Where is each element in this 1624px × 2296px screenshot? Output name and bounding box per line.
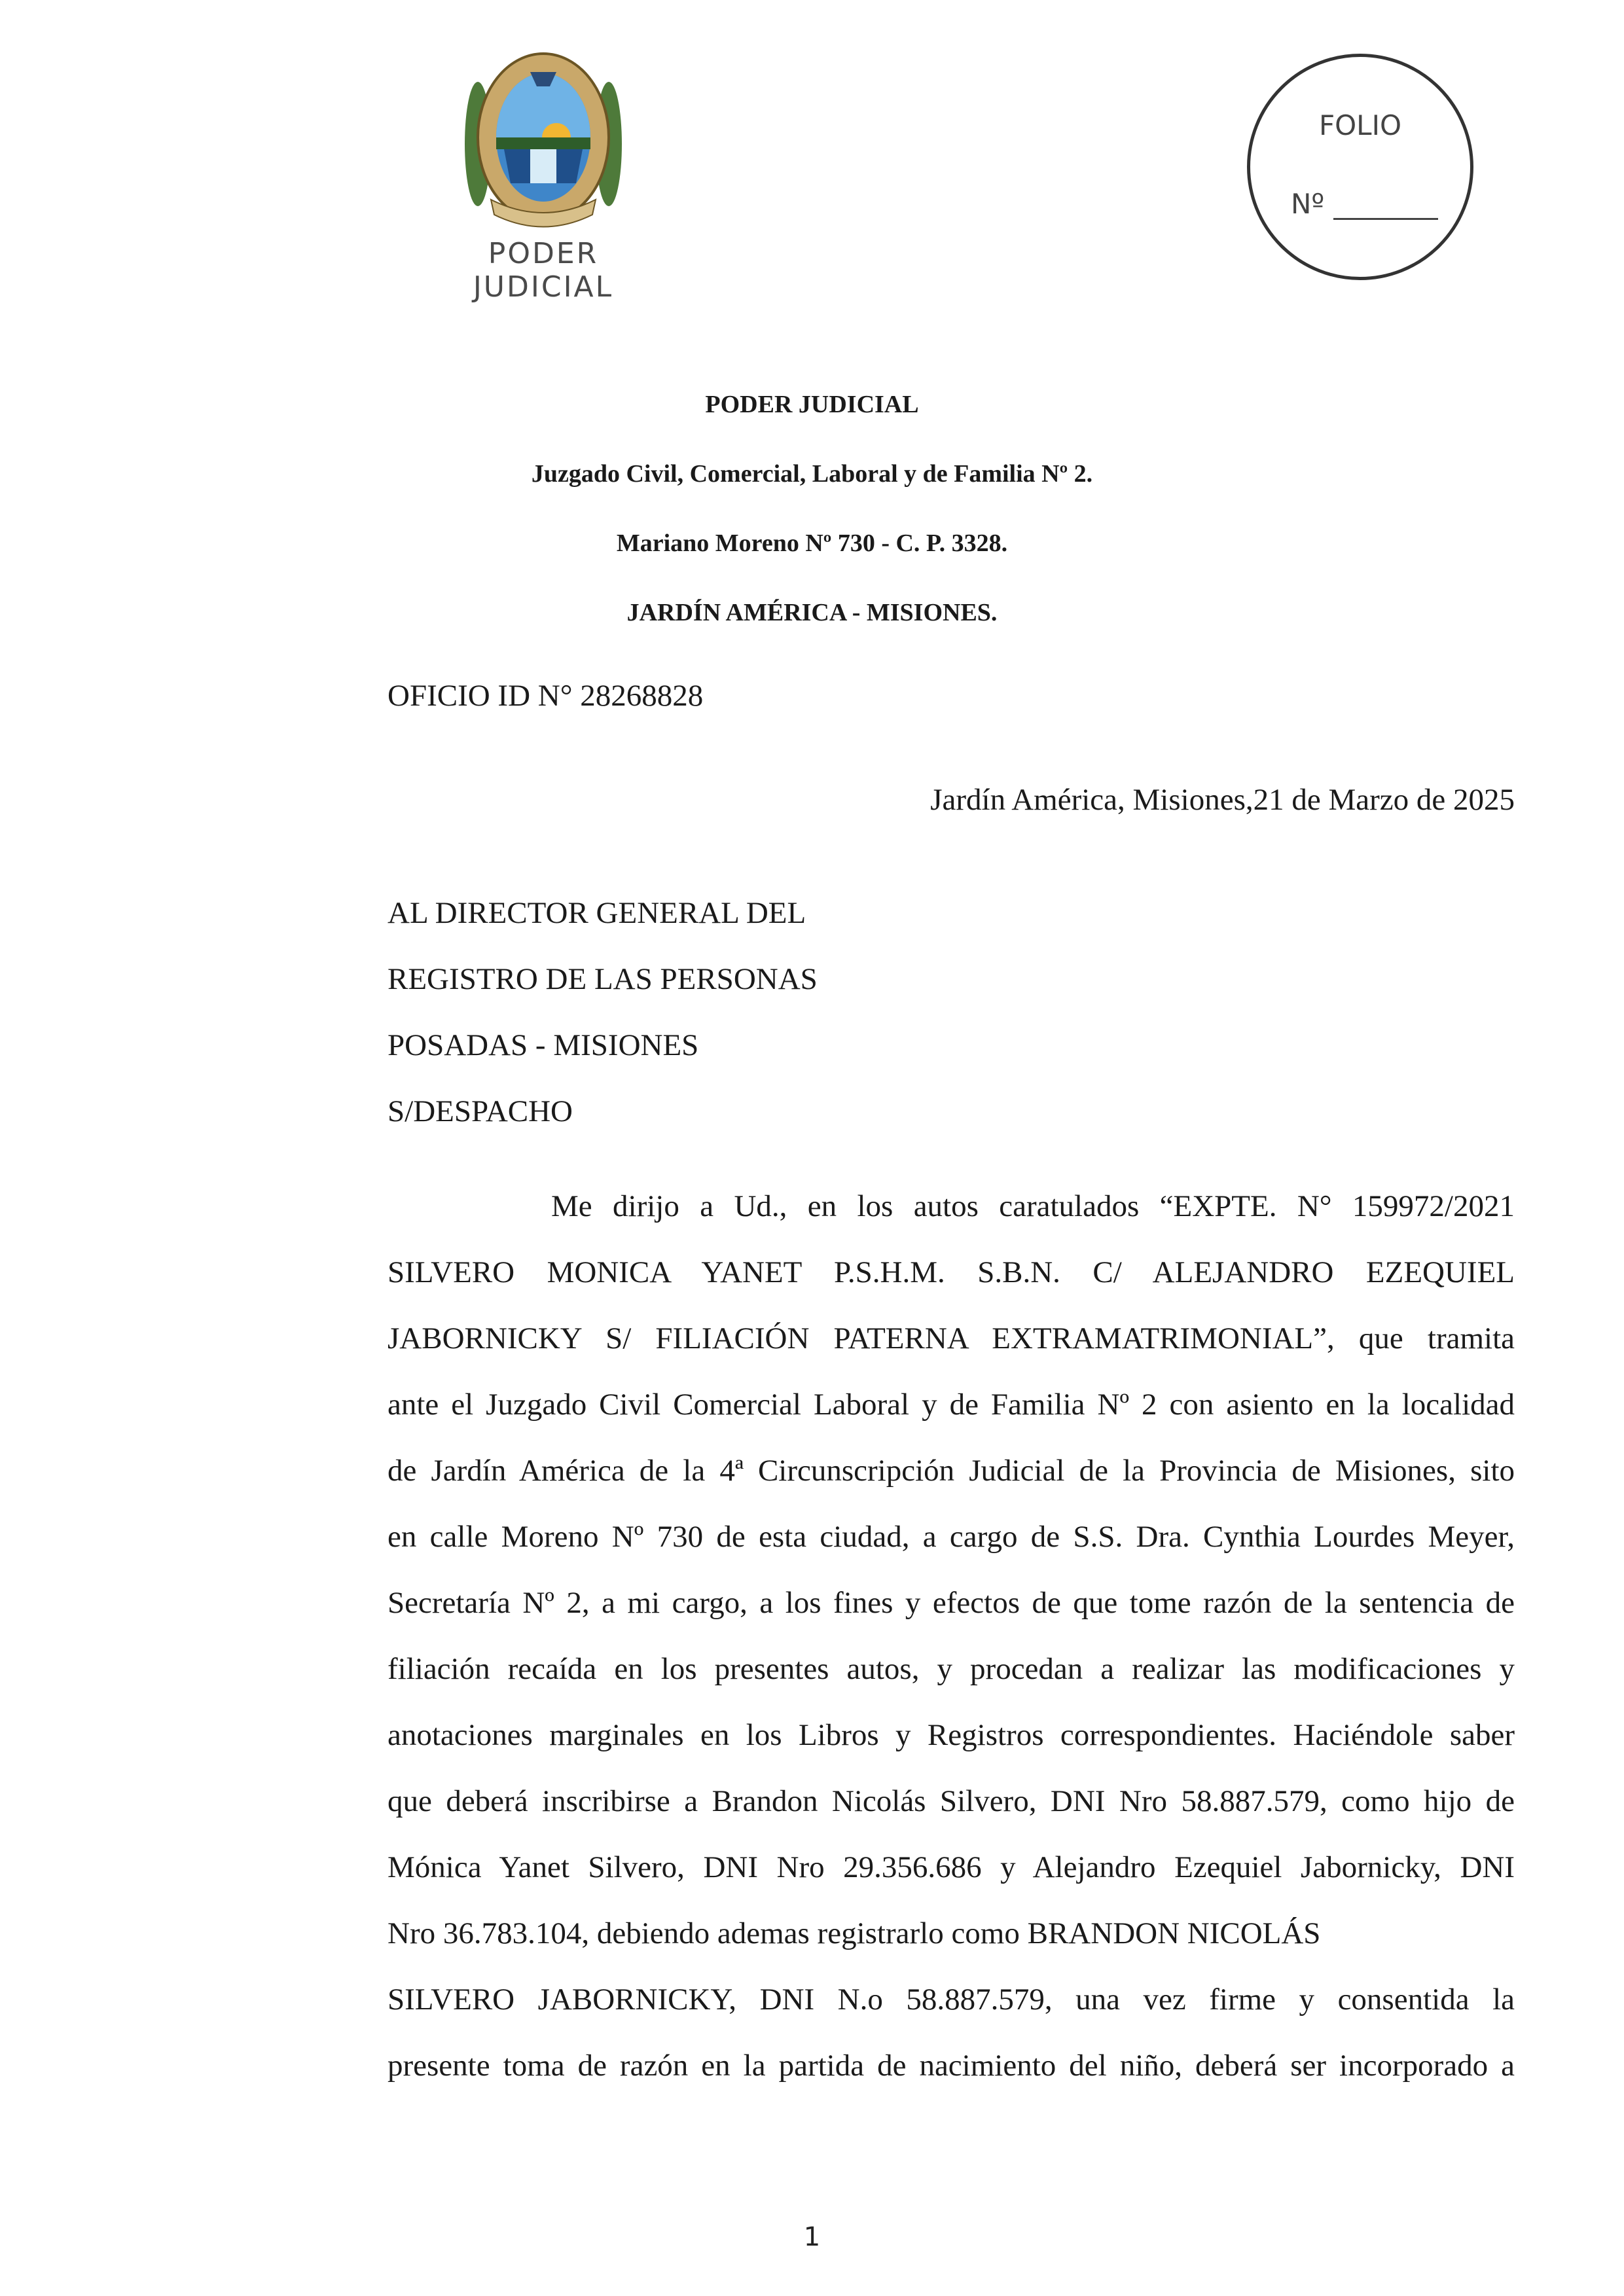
court-heading-title: PODER JUDICIAL bbox=[705, 391, 919, 418]
body-line: en calle Moreno Nº 730 de esta ciudad, a cargo de S.S. Dra. Cynthia Lourdes Meyer, bbox=[388, 1520, 1515, 1554]
seal-caption: PODER JUDICIAL bbox=[473, 237, 614, 304]
folio-stamp bbox=[1247, 54, 1473, 280]
court-seal bbox=[419, 46, 668, 304]
oficio-id: OFICIO ID N° 28268828 bbox=[388, 679, 704, 713]
recipient-line: S/DESPACHO bbox=[388, 1094, 573, 1128]
court-heading-address: Mariano Moreno Nº 730 - C. P. 3328. bbox=[616, 529, 1008, 557]
body-line: Secretaría Nº 2, a mi cargo, a los fines y efectos de que tome razón de la sentencia de bbox=[388, 1586, 1515, 1620]
body-line: presente toma de razón en la partida de nacimiento del niño, deberá ser incorporado a bbox=[388, 2049, 1515, 2083]
recipient-block bbox=[388, 880, 818, 1145]
seal-emblem-icon bbox=[458, 46, 628, 236]
body-line: filiación recaída en los presentes autos, y procedan a realizar las modificaciones y bbox=[388, 1652, 1515, 1686]
body-line: JABORNICKY S/ FILIACIÓN PATERNA EXTRAMATRIMONIAL”, que tramita bbox=[388, 1321, 1515, 1355]
body-line: que deberá inscribirse a Brandon Nicolás Silvero, DNI Nro 58.887.579, como hijo de bbox=[388, 1784, 1515, 1818]
body-line: de Jardín América de la 4ª Circunscripción Judicial de la Provincia de Misiones, sito bbox=[388, 1454, 1515, 1488]
recipient-line: POSADAS - MISIONES bbox=[388, 1028, 699, 1062]
body-line: SILVERO JABORNICKY, DNI N.o 58.887.579, una vez firme y consentida la bbox=[388, 1982, 1515, 2017]
document-date: Jardín América, Misiones,21 de Marzo de 2025 bbox=[930, 783, 1515, 817]
body-line: anotaciones marginales en los Libros y Registros correspondientes. Haciéndole saber bbox=[388, 1718, 1515, 1752]
body-line: Me dirijo a Ud., en los autos caratulados “EXPTE. N° 159972/2021 bbox=[551, 1189, 1515, 1223]
folio-number-label: Nº bbox=[1291, 188, 1325, 220]
court-heading-city: JARDÍN AMÉRICA - MISIONES. bbox=[626, 599, 998, 626]
recipient-line: REGISTRO DE LAS PERSONAS bbox=[388, 962, 818, 996]
body-line: Mónica Yanet Silvero, DNI Nro 29.356.686 y Alejandro Ezequiel Jabornicky, DNI bbox=[388, 1850, 1515, 1884]
recipient-line: AL DIRECTOR GENERAL DEL bbox=[388, 896, 806, 930]
body-paragraph bbox=[388, 1174, 1515, 2099]
folio-label: FOLIO bbox=[1318, 109, 1402, 141]
page-number: 1 bbox=[803, 2222, 821, 2252]
body-line: ante el Juzgado Civil Comercial Laboral y de Familia Nº 2 con asiento en la localidad bbox=[388, 1388, 1515, 1422]
folio-number-blank bbox=[1333, 192, 1438, 220]
folio-number bbox=[1291, 188, 1438, 220]
body-line: Nro 36.783.104, debiendo ademas registrarlo como BRANDON NICOLÁS bbox=[388, 1916, 1321, 1950]
body-line: SILVERO MONICA YANET P.S.H.M. S.B.N. C/ ALEJANDRO EZEQUIEL bbox=[388, 1255, 1515, 1289]
court-heading-name: Juzgado Civil, Comercial, Laboral y de Familia Nº 2. bbox=[531, 460, 1093, 488]
